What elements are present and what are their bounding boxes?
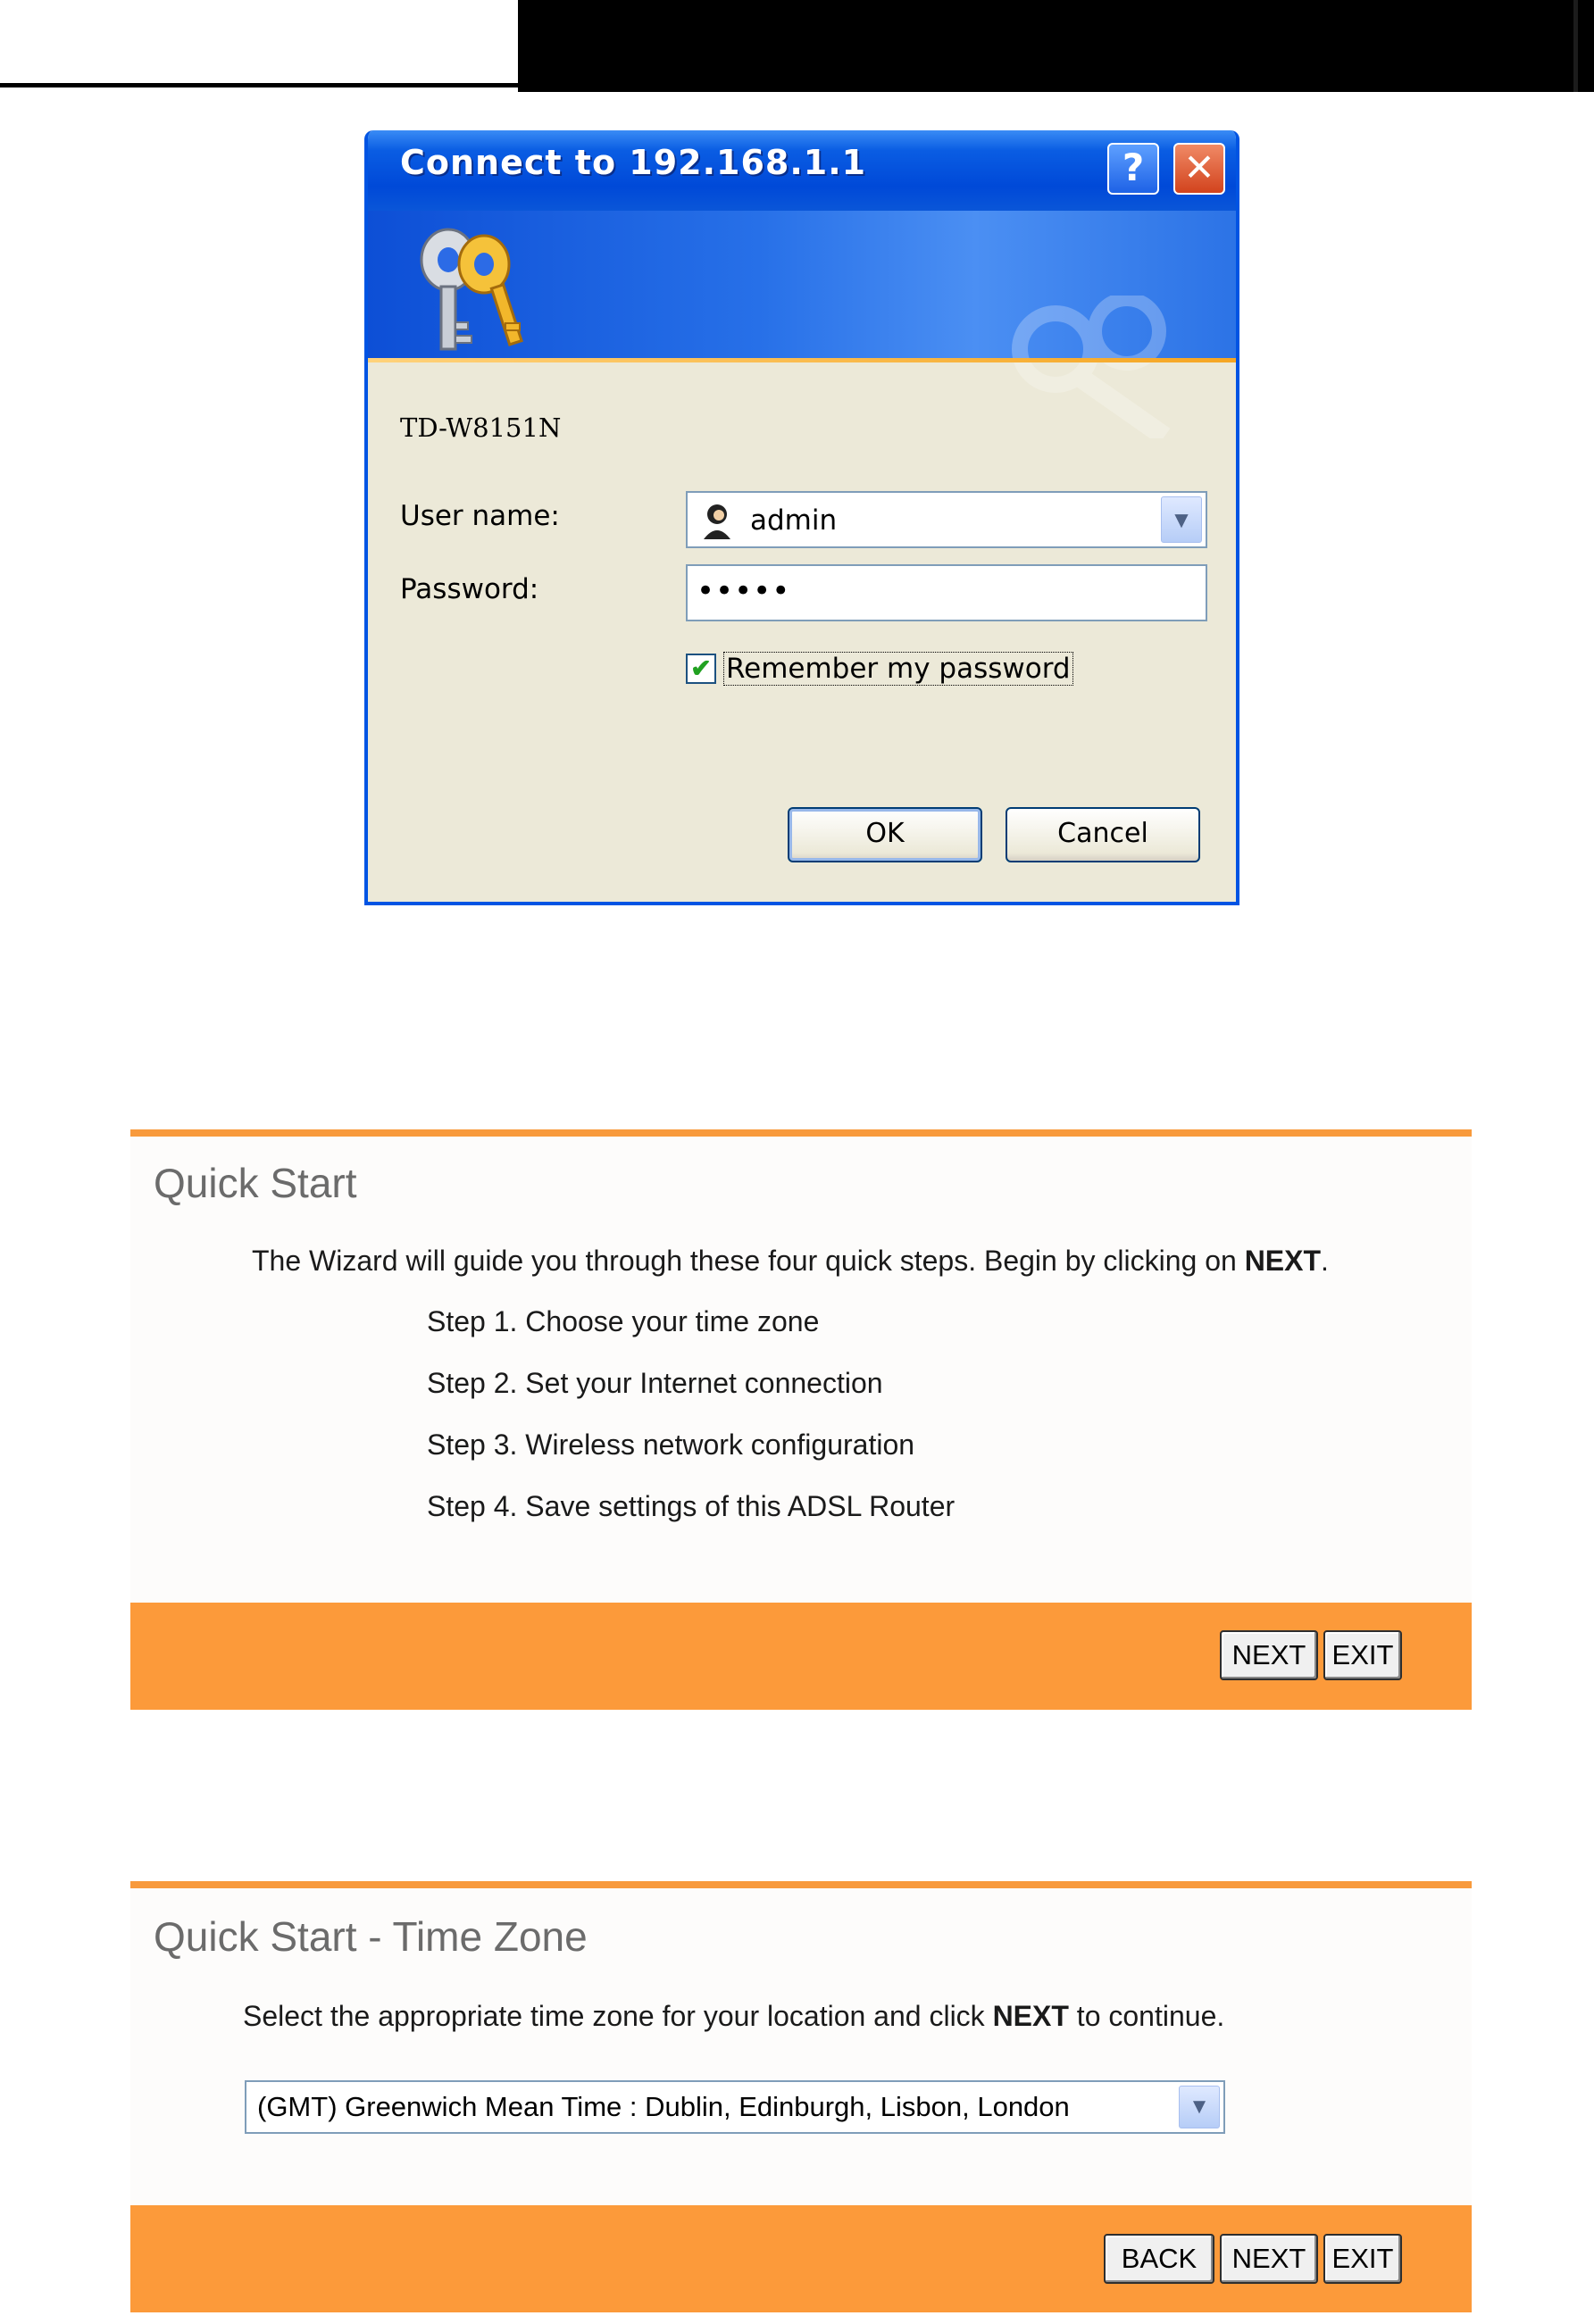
time-zone-select[interactable] [245, 2080, 1225, 2134]
step-3: Step 3. Wireless network configuration [427, 1429, 915, 1461]
username-combobox[interactable] [686, 491, 1207, 548]
password-field[interactable] [686, 564, 1207, 621]
chevron-down-icon[interactable]: ▼ [1179, 2086, 1220, 2128]
quick-start-top-line [130, 1129, 1472, 1137]
step-1: Step 1. Choose your time zone [427, 1305, 820, 1337]
remember-password-checkbox[interactable]: ✔ [686, 654, 716, 684]
step-2: Step 2. Set your Internet connection [427, 1367, 883, 1399]
close-button[interactable]: ✕ [1173, 143, 1225, 195]
login-dialog [364, 130, 1239, 905]
username-value: admin [750, 504, 838, 537]
password-label: Password: [400, 573, 539, 605]
dialog-title: Connect to 192.168.1.1 [400, 143, 867, 182]
username-label: User name: [400, 500, 560, 532]
time-zone-top-line [130, 1881, 1472, 1888]
help-button[interactable]: ? [1107, 143, 1159, 195]
page-header-bar [518, 0, 1594, 92]
ok-button[interactable]: OK [788, 807, 982, 862]
password-value: ••••• [697, 573, 791, 609]
dialog-titlebar[interactable] [368, 130, 1236, 211]
cancel-button[interactable]: Cancel [1006, 807, 1200, 862]
exit-button[interactable]: EXIT [1323, 2234, 1402, 2284]
user-icon [700, 502, 734, 539]
exit-button[interactable]: EXIT [1323, 1630, 1402, 1680]
page-header-left [0, 0, 518, 87]
keys-icon [413, 220, 529, 354]
next-button[interactable]: NEXT [1220, 1630, 1318, 1680]
chevron-down-icon[interactable]: ▼ [1161, 496, 1202, 543]
time-zone-value: (GMT) Greenwich Mean Time : Dublin, Edinburgh, Lisbon, London [257, 2091, 1070, 2122]
quick-start-intro: The Wizard will guide you through these four quick steps. Begin by clicking on NEXT. [252, 1245, 1329, 1277]
time-zone-title: Quick Start - Time Zone [154, 1913, 588, 1960]
banner-divider [368, 358, 1236, 362]
banner-keys-watermark-icon [948, 296, 1216, 438]
back-button[interactable]: BACK [1104, 2234, 1214, 2284]
remember-password-label[interactable]: Remember my password [723, 652, 1073, 686]
next-button[interactable]: NEXT [1220, 2234, 1318, 2284]
quick-start-title: Quick Start [154, 1160, 357, 1206]
time-zone-instruction: Select the appropriate time zone for your location and click NEXT to continue. [243, 2000, 1225, 2032]
step-4: Step 4. Save settings of this ADSL Router [427, 1490, 956, 1522]
device-name: TD-W8151N [400, 412, 562, 443]
